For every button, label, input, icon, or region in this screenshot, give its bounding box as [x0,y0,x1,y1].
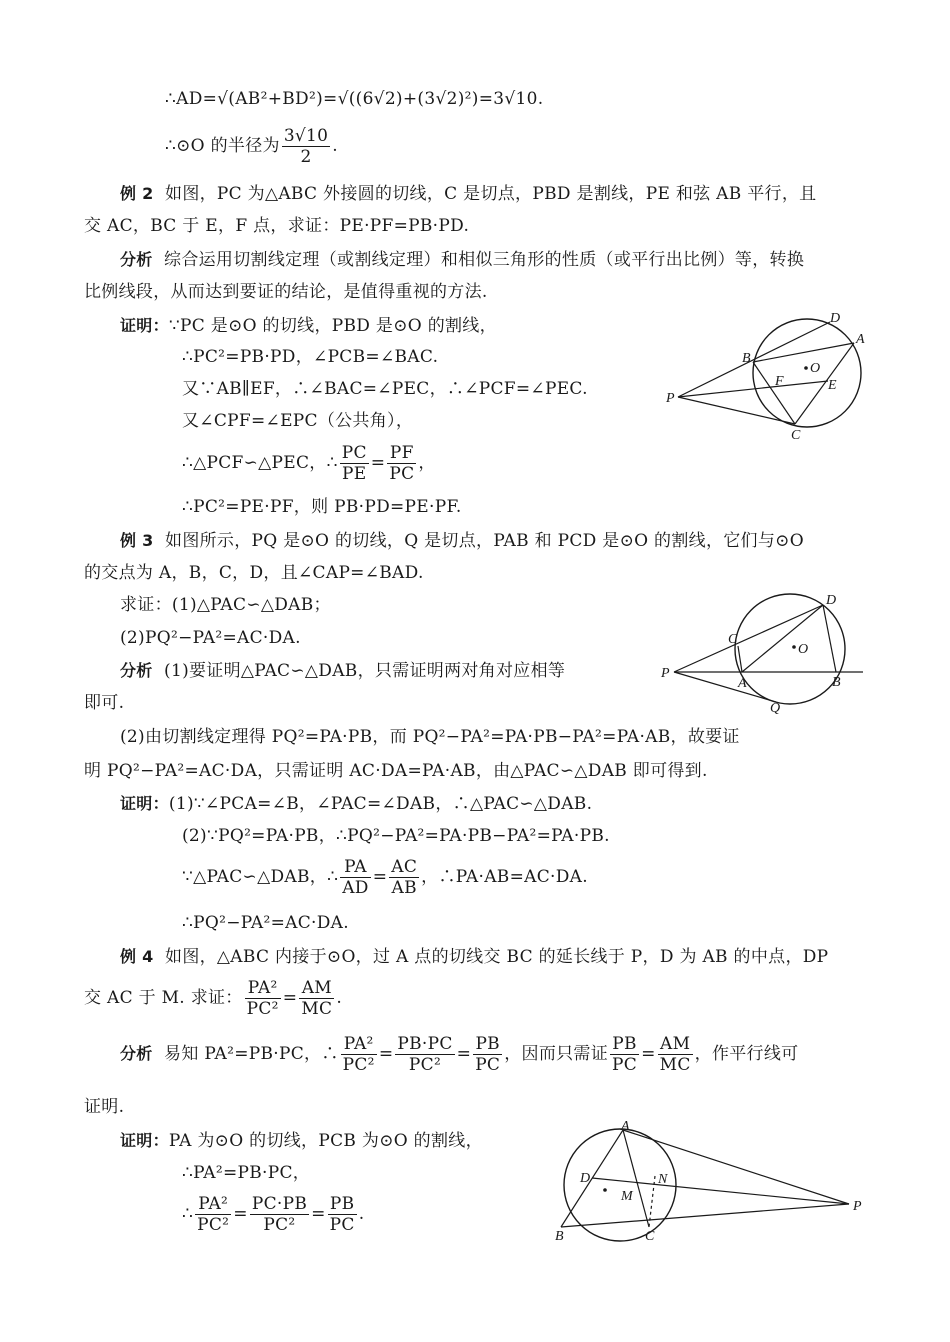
label-b: B [555,1229,564,1244]
label-m: M [621,1189,633,1204]
text: 交 AC 于 M. 求证： [84,988,243,1008]
numerator: AM [299,978,334,999]
text: 如图所示，PQ 是⊙O 的切线，Q 是切点，PAB 和 PCD 是⊙O 的割线，它们与⊙O [165,531,804,551]
ex1-line-1: ∴AD=√(AB²+BD²)=√((6√2)+(3√2)²)=3√10. [165,89,544,109]
text: ∵PC 是⊙O 的切线，PBD 是⊙O 的割线， [168,316,497,336]
numerator: PB·PC [397,1034,453,1054]
fraction [299,978,334,1019]
label-d: D [826,593,837,608]
numerator: PA² [341,1034,377,1055]
ex3-analysis-line-3: (2)由切割线定理得 PQ²=PA·PB，而 PQ²−PA²=PA·PB−PA²=PA·AB，故要证 [120,727,740,747]
label-o: O [798,642,809,657]
chord-bc [753,362,795,424]
text: 如图，PC 为△ABC 外接圆的切线，C 是切点，PBD 是割线，PE 和弦 AB 平行，且 [165,184,817,204]
numerator: PC [341,443,367,463]
fraction [340,857,371,898]
example-label: 例 3 [120,531,154,550]
fraction [250,1194,309,1235]
label-a: A [621,1120,630,1134]
figure-example-3 [658,590,868,715]
label-c: C [791,428,801,443]
text: . [358,1204,365,1224]
fraction [341,1034,377,1075]
label-p: P [853,1199,862,1214]
label-q: Q [770,701,781,715]
numerator: PB [610,1034,639,1055]
label-d: D [830,311,841,326]
text: 综合运用切割线定理（或割线定理）和相似三角形的性质（或平行出比例）等，转换 [164,250,805,270]
text: ， [418,453,436,473]
numerator: PA² [245,978,281,999]
ex4-proof-line-2: ∴PA²=PB·PC， [182,1163,311,1183]
numerator: PB [473,1034,502,1055]
label-p: P [661,666,670,681]
figure-example-2 [660,305,880,445]
label-f: F [775,374,784,389]
secant-pcb [561,1204,849,1227]
ex3-proof-line-4: ∴PQ²−PA²=AC·DA. [182,913,349,933]
label-d: D [580,1171,591,1186]
fraction [473,1034,502,1075]
analysis-label: 分析 [120,661,153,680]
text: . [336,988,343,1008]
denominator: PC² [342,1055,375,1075]
text: ，∴PA·AB=AC·DA. [421,867,588,887]
ex3-question-line-3: 求证：(1)△PAC∽△DAB； [120,595,331,615]
ex2-analysis-line-1 [120,249,804,271]
proof-label: 证明： [120,1131,169,1150]
ex4-question-line-1 [120,946,828,968]
ex2-proof-line-4: 又∠CPF=∠EPC（公共角）， [182,411,414,431]
text: = [372,867,388,887]
ex4-proof-line-1 [120,1130,483,1152]
text: . [332,136,339,156]
ex4-analysis-line-2: 证明. [84,1097,125,1117]
ex1-line-2 [165,126,338,167]
ex4-analysis-line-1 [120,1034,798,1075]
label-c: C [728,632,738,647]
denominator: PC² [408,1055,442,1075]
text: PA 为⊙O 的切线，PCB 为⊙O 的割线， [168,1131,483,1151]
label-a: A [856,332,865,347]
fraction [610,1034,639,1075]
text: = [641,1044,656,1064]
numerator: PF [387,443,416,464]
text: ∵△PAC∽△DAB，∴ [182,867,339,887]
example-label: 例 4 [120,947,154,966]
denominator: AD [342,878,369,898]
ex4-proof-line-3 [182,1194,364,1235]
ex3-analysis-line-1 [120,660,565,682]
label-e: E [828,378,837,393]
denominator: MC [301,999,333,1019]
denominator: PC [475,1055,501,1075]
fraction [195,1194,231,1235]
label-b: B [832,675,841,690]
chord-ad [742,605,823,672]
text: (1)∵∠PCA=∠B，∠PAC=∠DAB，∴△PAC∽△DAB. [168,794,593,814]
numerator: PA [340,857,371,878]
center-dot [603,1188,607,1192]
fraction [389,857,419,898]
label-p: P [666,391,675,406]
numerator: PB [328,1194,357,1215]
center-dot [792,645,796,649]
ex3-proof-line-3 [182,857,588,898]
text: ∴ [182,1204,194,1224]
denominator: PC [329,1215,355,1235]
analysis-label: 分析 [120,250,153,269]
label-c: C [645,1229,655,1244]
secant-pcd [674,605,823,672]
ex3-analysis-line-4: 明 PQ²−PA²=AC·DA，只需证明 AC·DA=PA·AB，由△PAC∽△DAB 即可得到. [84,761,708,781]
text: 如图，△ABC 内接于⊙O，过 A 点的切线交 BC 的延长线于 P，D 为 AB 的中点，DP [165,947,829,967]
figure-example-4 [545,1120,875,1245]
fraction [387,443,416,484]
example-label: 例 2 [120,184,154,203]
ex2-proof-line-1 [120,315,497,337]
ex4-question-line-2 [84,978,342,1019]
fraction [328,1194,357,1235]
ex3-proof-line-2: (2)∵PQ²=PA·PB，∴PQ²−PA²=PA·PB−PA²=PA·PB. [182,826,610,846]
label-b: B [742,351,751,366]
line-pe [678,381,828,397]
numerator: PC·PB [251,1194,308,1214]
text: = [311,1204,326,1224]
label-a: A [738,676,747,691]
text: (1)要证明△PAC∽△DAB，只需证明两对角对应相等 [164,661,566,681]
ex3-question-line-4: (2)PQ²−PA²=AC·DA. [120,628,301,648]
center-dot [804,366,808,370]
ex3-proof-line-1 [120,793,592,815]
fraction [282,126,330,167]
ex2-question-line-1 [120,183,816,205]
text: ∴△PCF∽△PEC，∴ [182,453,338,473]
denominator: MC [659,1055,691,1075]
ex2-proof-line-6: ∴PC²=PE·PF，则 PB·PD=PE·PF. [182,497,462,517]
ex2-proof-line-5 [182,443,436,484]
ex2-proof-line-2: ∴PC²=PB·PD，∠PCB=∠BAC. [182,347,439,367]
denominator: PC² [263,1215,296,1235]
ex2-proof-line-3: 又∵AB∥EF，∴∠BAC=∠PEC，∴∠PCF=∠PEC. [182,379,588,399]
text: = [233,1204,248,1224]
fraction [658,1034,693,1075]
text: ∴⊙O 的半径为 [165,136,280,156]
numerator: PA² [195,1194,231,1215]
denominator: PC² [246,999,279,1019]
ex3-question-line-2: 的交点为 A，B，C，D，且∠CAP=∠BAD. [84,563,424,583]
proof-label: 证明： [120,794,169,813]
numerator: AC [391,857,418,877]
denominator: 2 [300,147,312,167]
ex3-analysis-line-2: 即可. [84,693,125,713]
text: = [282,988,298,1008]
proof-label: 证明： [120,316,169,335]
text: 易知 PA²=PB·PC，∴ [164,1044,339,1064]
circle-o [753,319,861,427]
denominator: AB [391,878,417,898]
ex3-question-line-1 [120,530,804,552]
denominator: PC [389,464,415,484]
circle-o [735,594,845,704]
ex2-question-line-2: 交 AC，BC 于 E，F 点，求证：PE·PF=PB·PD. [84,216,470,236]
numerator: AM [658,1034,693,1055]
numerator: 3√10 [283,126,329,146]
fraction [245,978,281,1019]
text: ，作平行线可 [694,1044,799,1064]
analysis-label: 分析 [120,1044,153,1063]
text: = [370,453,386,473]
label-n: N [658,1172,668,1187]
text: ，因而只需证 [504,1044,609,1064]
text: = [456,1044,472,1064]
denominator: PE [342,464,367,484]
tangent-pq [674,672,776,702]
denominator: PC [612,1055,638,1075]
label-o: O [810,361,821,376]
tangent-pc [678,397,795,424]
fraction [340,443,369,484]
fraction [395,1034,454,1075]
side-ac [623,1130,649,1227]
denominator: PC² [197,1215,230,1235]
text: = [378,1044,394,1064]
ex2-analysis-line-2: 比例线段，从而达到要证的结论，是值得重视的方法. [84,282,488,302]
